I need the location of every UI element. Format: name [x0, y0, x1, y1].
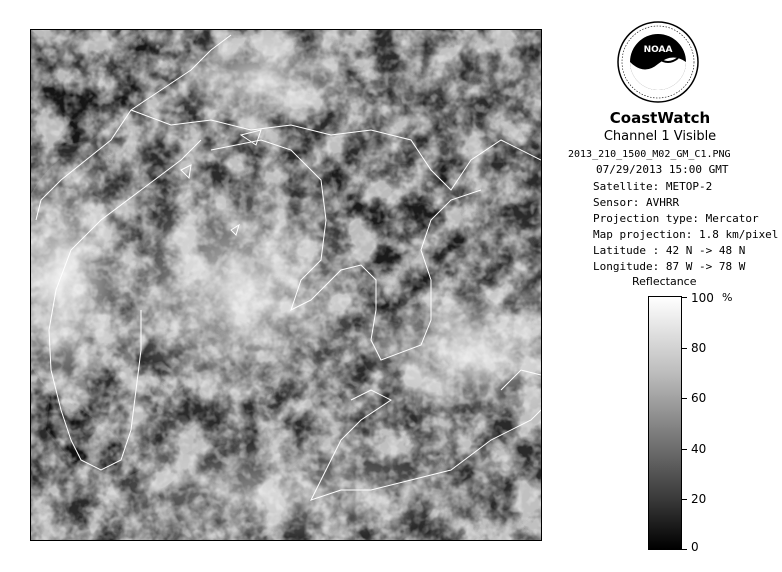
satellite-label: Satellite: METOP-2	[593, 180, 713, 193]
datetime-label: 07/29/2013 15:00 GMT	[596, 163, 729, 176]
app-title: CoastWatch	[609, 109, 711, 127]
legend-tick	[682, 549, 687, 550]
sensor-label: Sensor: AVHRR	[593, 196, 680, 209]
legend-tick-label: 0	[691, 540, 699, 554]
legend-tick	[682, 348, 687, 349]
legend-tick-label: 100	[691, 291, 714, 305]
legend-tick	[682, 297, 687, 298]
legend-title: Reflectance	[632, 275, 697, 288]
legend-tick	[682, 449, 687, 450]
legend-unit: %	[722, 291, 733, 304]
cloud-fine-texture	[31, 30, 541, 540]
legend-tick-label: 80	[691, 341, 707, 355]
map-projection-label: Map projection: 1.8 km/pixel	[593, 228, 779, 241]
satellite-image	[30, 29, 542, 541]
longitude-label: Longitude: 87 W -> 78 W	[593, 260, 746, 273]
channel-label: Channel 1 Visible	[603, 129, 717, 144]
latitude-label: Latitude : 42 N -> 48 N	[593, 244, 746, 257]
projection-label: Projection type: Mercator	[593, 212, 759, 225]
legend-tick-label: 20	[691, 492, 707, 506]
filename-label: 2013_210_1500_M02_GM_C1.PNG	[568, 149, 731, 160]
legend-tick	[682, 499, 687, 500]
legend-tick-label: 60	[691, 391, 707, 405]
reflectance-colorbar	[648, 296, 682, 550]
svg-text:NOAA: NOAA	[643, 45, 673, 55]
noaa-logo	[616, 20, 700, 104]
legend-tick-label: 40	[691, 442, 707, 456]
legend-tick	[682, 398, 687, 399]
